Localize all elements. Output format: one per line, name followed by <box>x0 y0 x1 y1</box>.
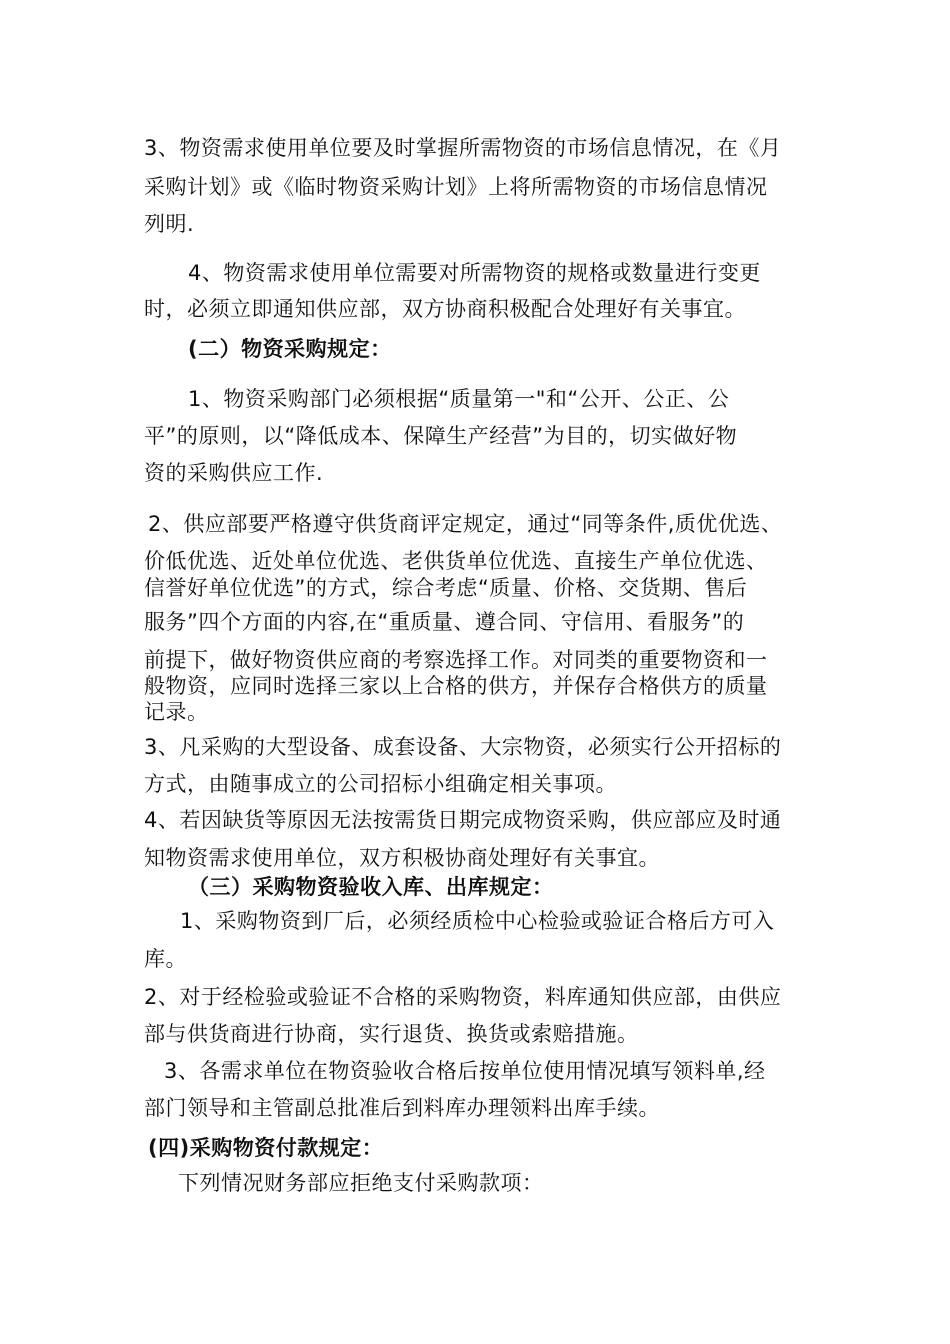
section-2-item-2-line-3: 信誉好单位优选”的方式，综合考虑“质量、价格、交货期、售后 <box>144 576 748 600</box>
section-heading-3: （三）采购物资验收入库、出库规定： <box>188 875 554 899</box>
section-2-item-2-line-5: 前提下，做好物资供应商的考察选择工作。对同类的重要物资和一 <box>144 648 768 672</box>
section-2-item-4-line-1: 4、若因缺货等原因无法按需货日期完成物资采购，供应部应及时通 <box>144 808 782 832</box>
section-2-item-1-line-3: 资的采购供应工作. <box>144 461 324 485</box>
section-3-item-3-line-2: 部门领导和主管副总批准后到料库办理领料出库手续。 <box>144 1096 660 1120</box>
paragraph-3-line-1: 3、物资需求使用单位要及时掌握所需物资的市场信息情况，在《月 <box>144 136 782 160</box>
section-2-item-1-line-2: 平”的原则，以“降低成本、保障生产经营”为目的，切实做好物 <box>144 424 738 448</box>
section-3-item-1-line-1: 1、采购物资到厂后，必须经质检中心检验或验证合格后方可入 <box>180 909 775 933</box>
paragraph-3-line-2: 采购计划》或《临时物资采购计划》上将所需物资的市场信息情况 <box>144 175 768 199</box>
section-3-item-2-line-2: 部与供货商进行协商，实行退货、换货或索赔措施。 <box>144 1022 639 1046</box>
section-2-item-3-line-1: 3、凡采购的大型设备、成套设备、大宗物资，必须实行公开招标的 <box>144 735 782 759</box>
paragraph-4-line-1: 4、物资需求使用单位需要对所需物资的规格或数量进行变更 <box>188 261 761 285</box>
section-2-item-2-line-2: 价低优选、近处单位优选、老供货单位优选、直接生产单位优选、 <box>144 549 768 573</box>
section-2-item-4-line-2: 知物资需求使用单位，双方积极协商处理好有关事宜。 <box>144 846 660 870</box>
section-2-item-3-line-2: 方式，由随事成立的公司招标小组确定相关事项。 <box>144 772 617 796</box>
section-2-item-2-line-6: 般物资，应同时选择三家以上合格的供方，并保存合格供方的质量 <box>144 674 768 698</box>
section-heading-4: (四)采购物资付款规定： <box>148 1136 384 1160</box>
section-2-item-2-line-1: 2、供应部要严格遵守供货商评定规定，通过“同等条件,质优优选、 <box>148 512 783 536</box>
section-2-item-1-line-1: 1、物资采购部门必须根据“质量第一"和“公开、公正、公 <box>188 387 730 411</box>
section-3-item-2-line-1: 2、对于经检验或验证不合格的采购物资，料库通知供应部，由供应 <box>144 985 782 1009</box>
section-3-item-1-line-2: 库。 <box>144 947 187 971</box>
paragraph-4-line-2: 时，必须立即通知供应部，双方协商积极配合处理好有关事宜。 <box>144 297 746 321</box>
paragraph-3-line-3: 列明. <box>144 212 195 236</box>
section-4-intro-line: 下列情况财务部应拒绝支付采购款项： <box>178 1171 544 1195</box>
section-2-item-2-line-7: 记录。 <box>144 700 209 724</box>
section-3-item-3-line-1: 3、各需求单位在物资验收合格后按单位使用情况填写领料单,经 <box>164 1059 766 1083</box>
section-heading-2: (二）物资采购规定： <box>188 337 392 361</box>
section-2-item-2-line-4: 服务”四个方面的内容,在“重质量、遵合同、守信用、看服务”的 <box>144 610 745 634</box>
